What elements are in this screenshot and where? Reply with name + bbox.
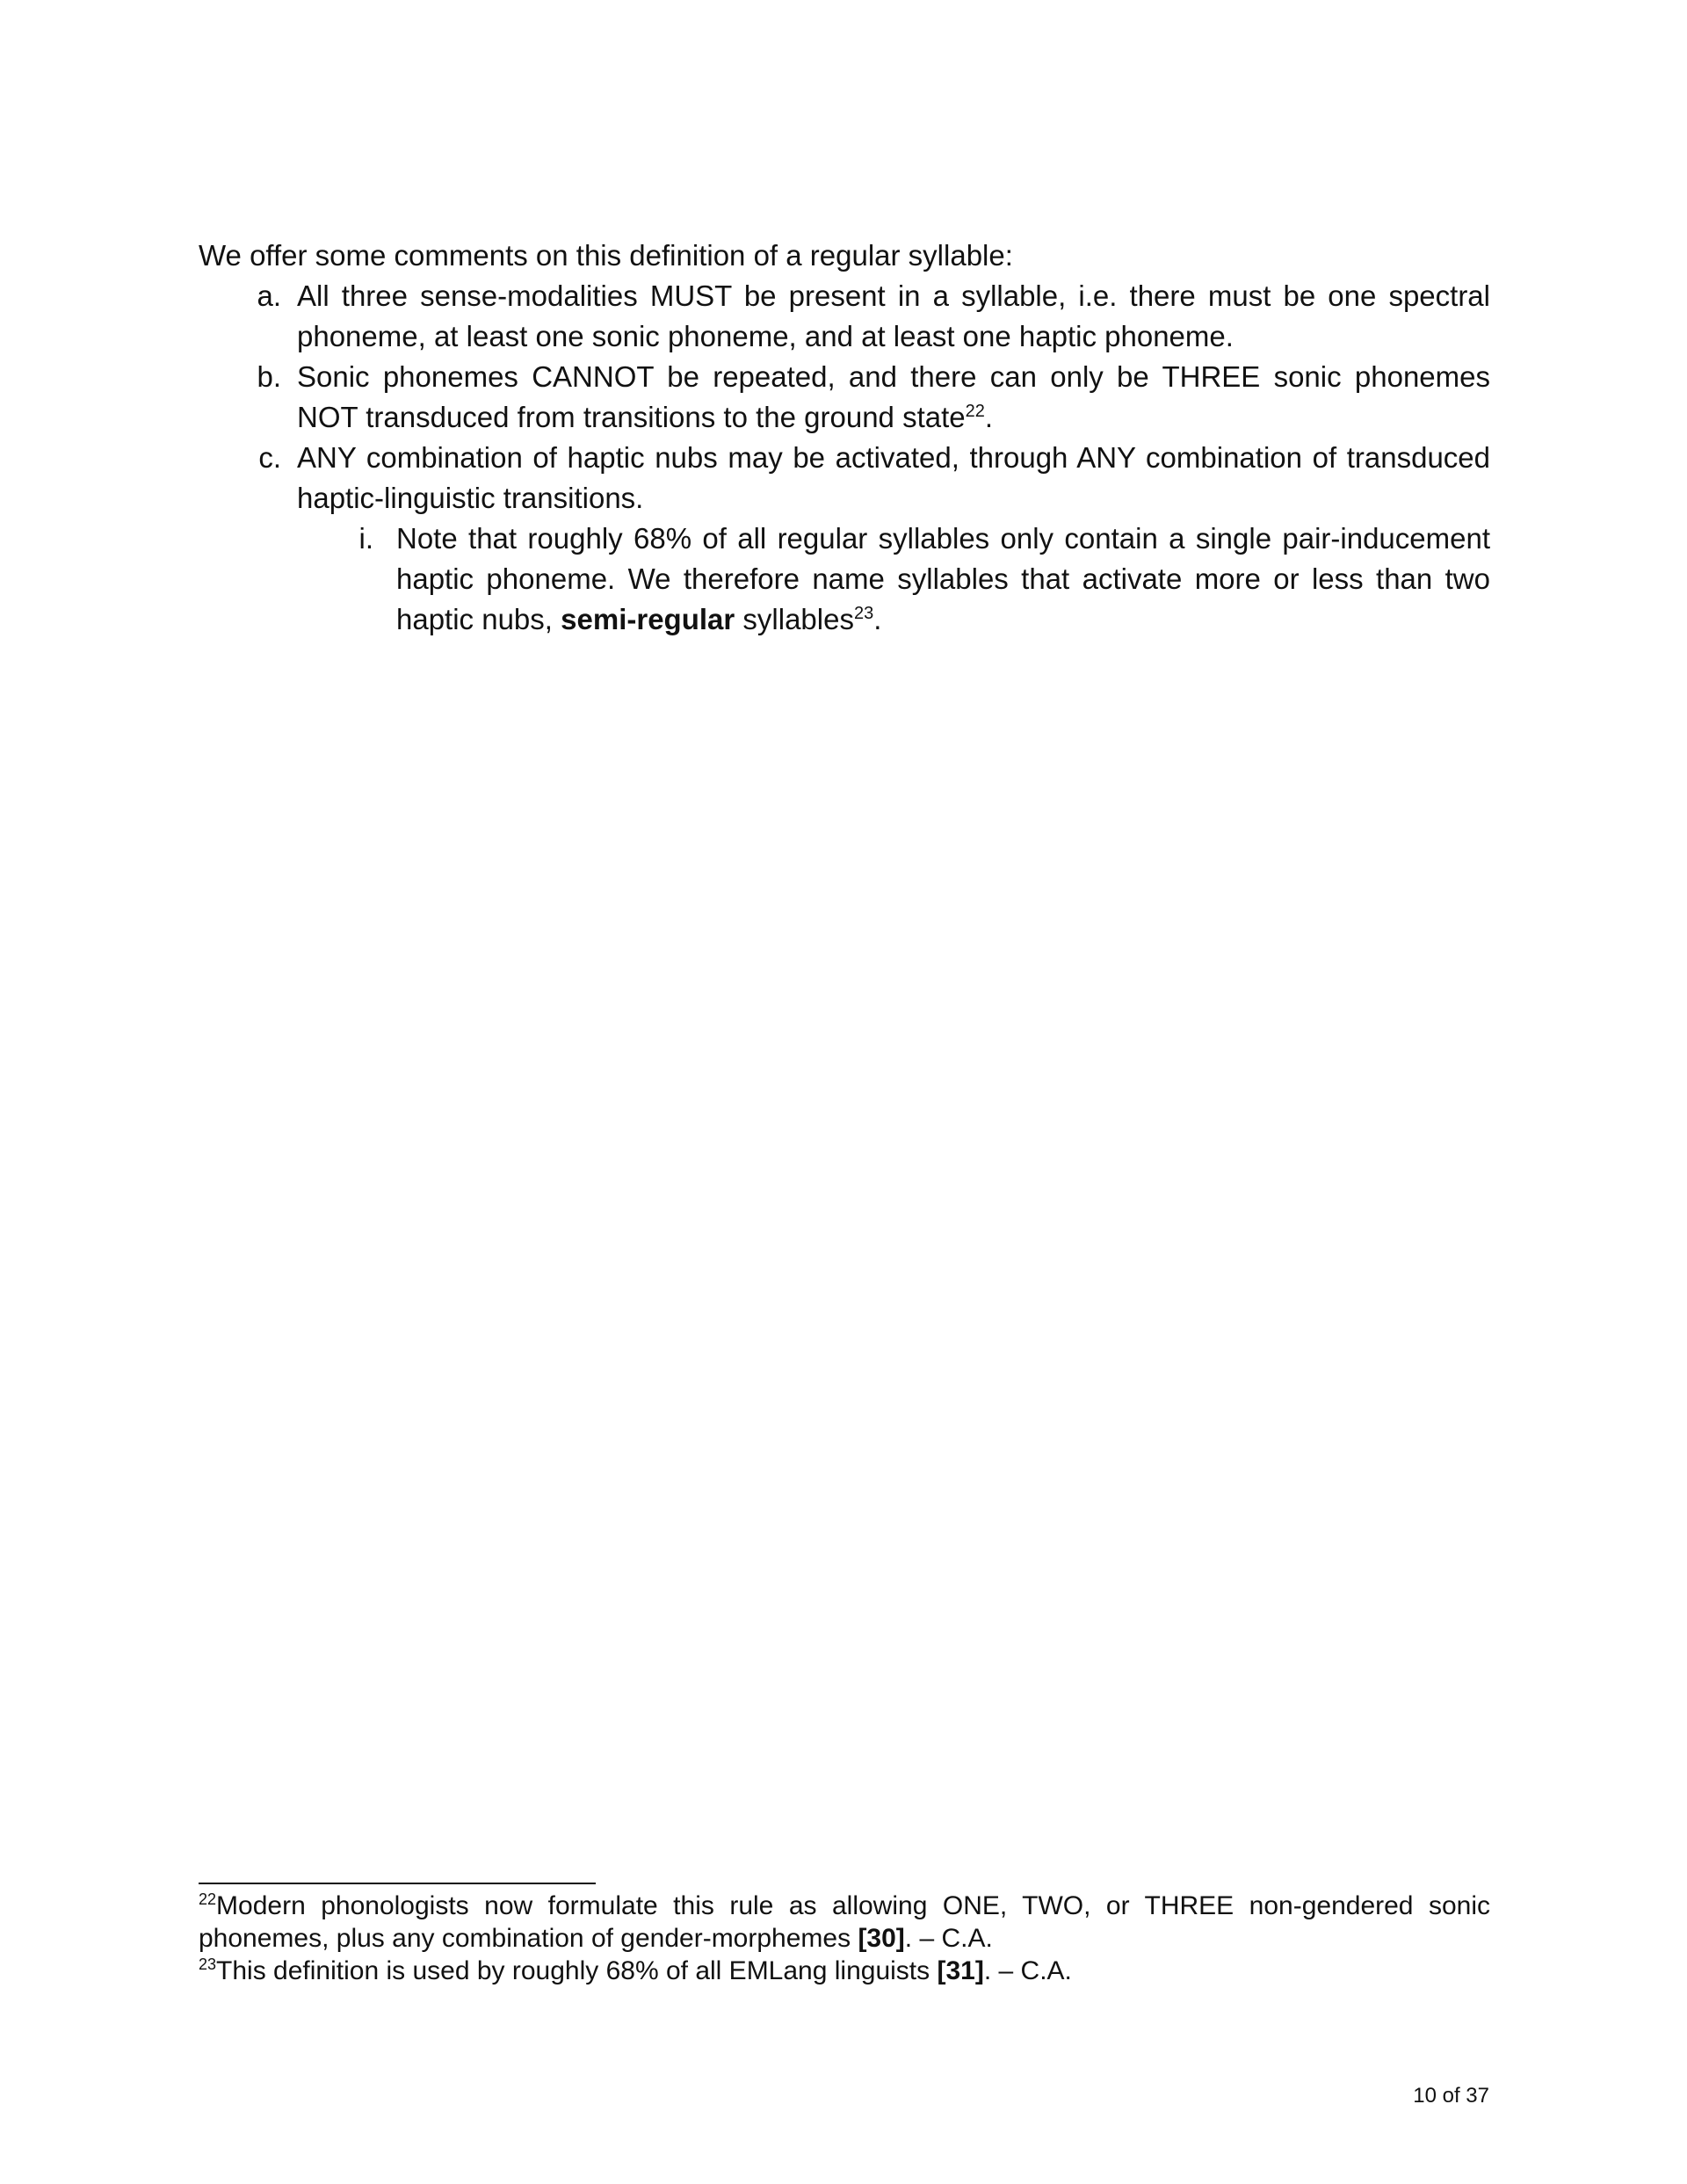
list-item <box>257 276 1490 357</box>
list-item-text: ANY combination of haptic nubs may be activated, through ANY combination of transduced haptic-linguistic transitions. <box>297 441 1490 514</box>
list-item-end: . <box>984 401 994 433</box>
sub-item-end: . <box>873 603 882 635</box>
list-item-text: All three sense-modalities MUST be present in a syllable, i.e. there must be one spectral phoneme, at least one sonic phoneme, and at least one haptic phoneme. <box>297 279 1490 352</box>
page-number: 10 of 37 <box>1413 2084 1489 2108</box>
list-item-text: Sonic phonemes CANNOT be repeated, and there can only be THREE sonic phonemes NOT transduced from transitions to the ground state <box>297 360 1490 433</box>
sub-list-item <box>358 519 1490 640</box>
footnote-text: This definition is used by roughly 68% of all EMLang linguists <box>216 1956 938 1985</box>
footnote <box>199 1890 1490 1955</box>
list-marker: b. <box>257 360 281 393</box>
sub-item-text-after: syllables <box>735 603 854 635</box>
list-marker: a. <box>257 279 281 312</box>
footnote-number: 22 <box>199 1890 217 1908</box>
footnote-suffix: . – C.A. <box>983 1956 1072 1985</box>
sub-item-text: Note that roughly 68% of all regular syllables only contain a single pair-inducement haptic phoneme. We therefore name syllables that activate more or less than two haptic nubs, <box>396 522 1490 635</box>
list-item <box>258 438 1490 519</box>
citation-ref[interactable]: [30] <box>858 1924 905 1953</box>
footnote-number: 23 <box>199 1955 217 1973</box>
list-marker: i. <box>358 522 373 555</box>
footnote-ref[interactable]: 23 <box>853 604 874 623</box>
footnote-text: Modern phonologists now formulate this rule as allowing ONE, TWO, or THREE non-gendered sonic phonemes, plus any combination of gender-morphemes <box>199 1891 1490 1953</box>
footnotes <box>199 1890 1490 1987</box>
footnote-divider <box>199 1883 596 1884</box>
citation-ref[interactable]: [31] <box>937 1956 984 1985</box>
footnote-ref[interactable]: 22 <box>965 402 985 421</box>
footnote <box>199 1955 1490 1987</box>
footnote-suffix: . – C.A. <box>904 1924 993 1953</box>
bold-term: semi-regular <box>561 603 735 635</box>
list-marker: c. <box>258 441 281 474</box>
intro-paragraph: We offer some comments on this definition of a regular syllable: <box>199 239 1013 272</box>
list-item <box>257 357 1490 438</box>
page-body <box>199 236 1490 640</box>
